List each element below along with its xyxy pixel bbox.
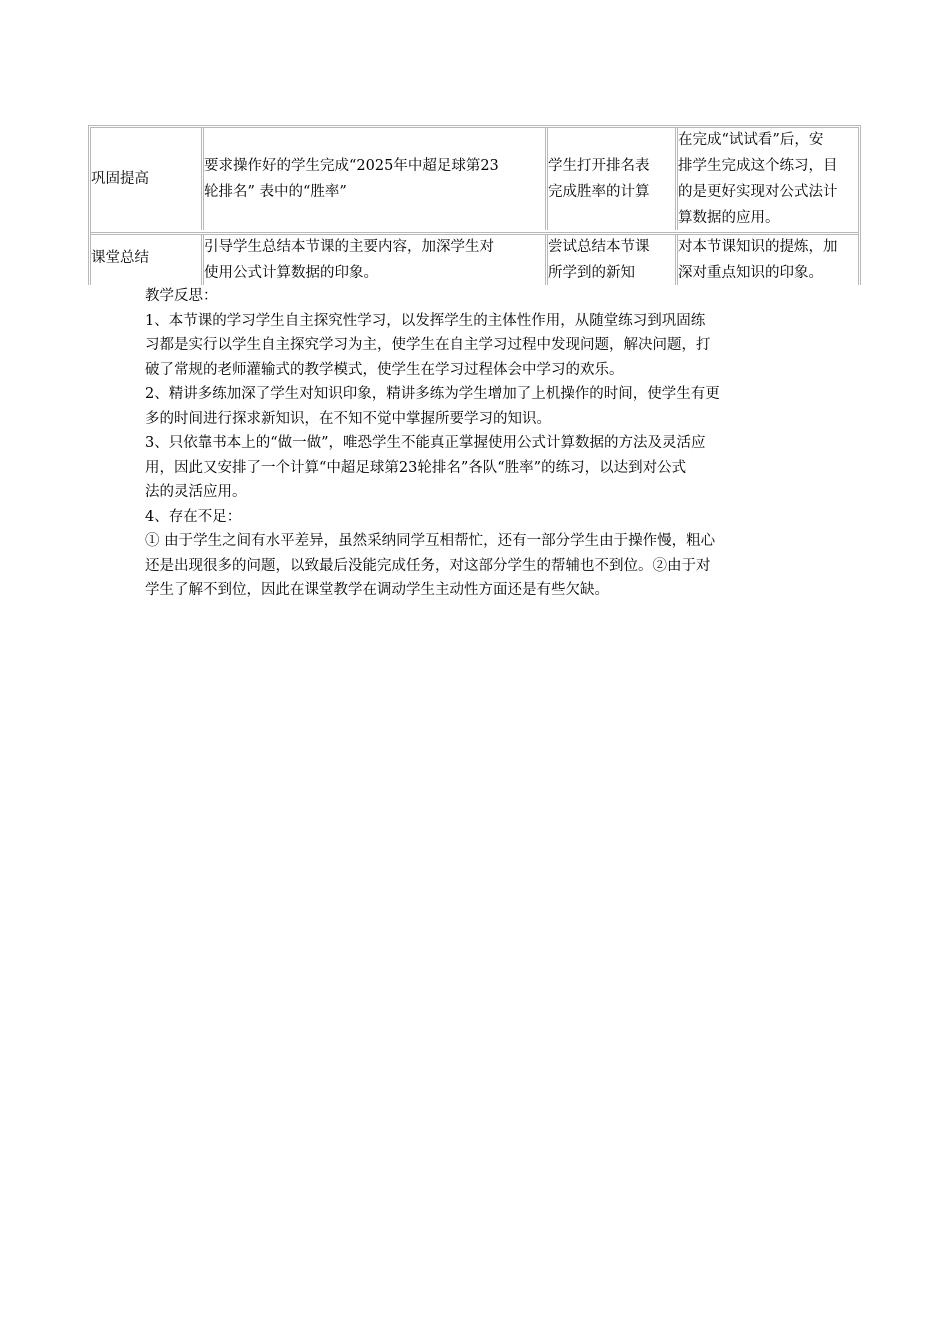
stage-label: 巩固提高 [91,171,149,187]
reflection-heading: 教学反思： [145,288,218,304]
reflection-line: 多的时间进行探求新知识，在不知不觉中掌握所要学习的知识。 [145,410,551,427]
design-purpose-line: 对本节课知识的提炼，加 [678,239,838,255]
teacher-activity-line: 使用公式计算数据的印象。 [204,265,378,281]
teacher-activity-line: 要求操作好的学生完成“2025年中超足球第23 [204,158,499,174]
reflection-line: 学生了解不到位，因此在课堂教学在调动学生主动性方面还是有些欠缺。 [145,582,609,598]
design-purpose-line: 在完成“试试看”后，安 [678,132,824,148]
reflection-line: 2、精讲多练加深了学生对知识印象，精讲多练为学生增加了上机操作的时间，使学生有更 [145,386,720,402]
student-activity-line: 尝试总结本节课 [548,239,650,255]
student-activity-line: 所学到的新知 [548,265,635,281]
stage-label: 课堂总结 [91,250,149,266]
reflection-line: 1、本节课的学习学生自主探究性学习，以发挥学生的主体性作用，从随堂练习到巩固练 [145,312,706,329]
design-purpose-line: 深对重点知识的印象。 [678,265,823,281]
student-activity-line: 学生打开排名表 [548,158,650,174]
teacher-activity-line: 轮排名” 表中的“胜率” [204,184,347,200]
reflection-line: 习都是实行以学生自主探究学习为主，使学生在自主学习过程中发现问题，解决问题，打 [145,337,711,353]
design-purpose-line: 的是更好实现对公式法计 [678,184,838,200]
stage-cell [91,128,199,230]
table-row [91,232,858,285]
design-purpose-cell [675,235,858,285]
reflection-line: 破了常规的老师灌输式的教学模式，使学生在学习过程体会中学习的欢乐。 [145,361,624,378]
reflection-line: 用，因此又安排了一个计算“中超足球第23轮排名”各队“胜率”的练习，以达到对公式 [145,459,687,476]
reflection-line: 法的灵活应用。 [145,484,247,500]
reflection-line: 还是出现很多的问题，以致最后没能完成任务，对这部分学生的帮辅也不到位。②由于对 [145,557,711,574]
design-purpose-line: 算数据的应用。 [678,210,780,226]
reflection-line: 3、只依靠书本上的“做一做”，唯恐学生不能真正掌握使用公式计算数据的方法及灵活应 [145,435,706,451]
lesson-plan-table [88,125,861,285]
teacher-activity-cell [201,235,545,285]
student-activity-cell [545,128,675,230]
reflection-line: ① 由于学生之间有水平差异，虽然采纳同学互相帮忙，还有一部分学生由于操作慢，粗心 [145,533,716,549]
design-purpose-line: 排学生完成这个练习，目 [678,158,838,174]
table-row [91,128,858,230]
student-activity-cell [545,235,675,285]
teacher-activity-cell [201,128,545,230]
student-activity-line: 完成胜率的计算 [548,184,650,200]
stage-cell [91,235,199,285]
reflection-subheading: 4、存在不足： [145,508,242,525]
teacher-activity-line: 引导学生总结本节课的主要内容，加深学生对 [204,239,494,255]
design-purpose-cell [675,128,858,230]
teaching-reflection [145,284,810,603]
